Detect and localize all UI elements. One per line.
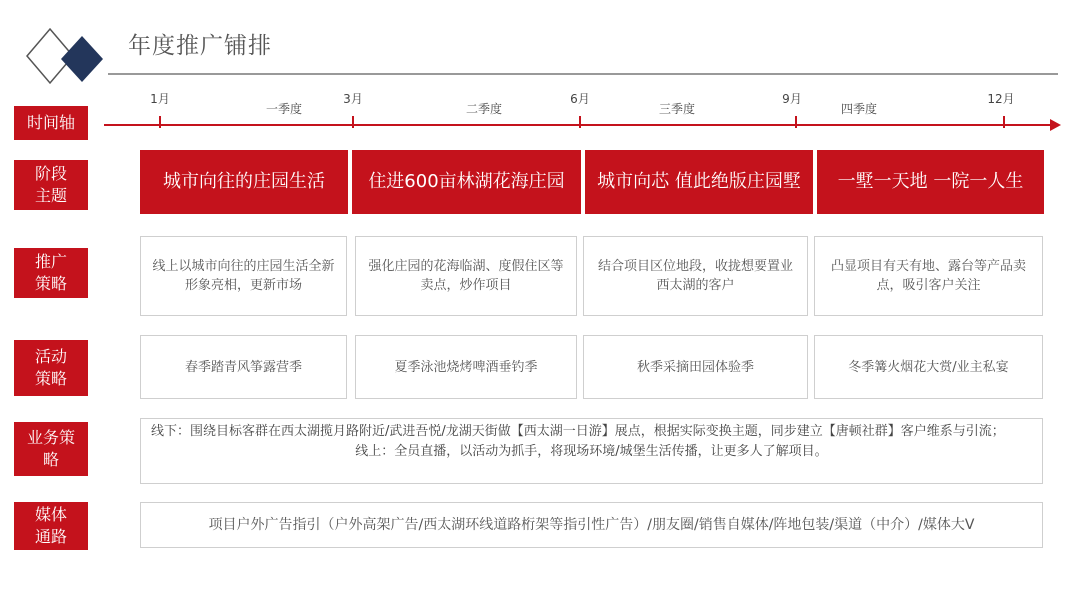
theme-q4: 一墅一天地 一院一人生: [817, 150, 1044, 214]
timeline-tick: [579, 116, 581, 128]
diamond-logo-icon: [24, 26, 106, 86]
month-label: 9月: [782, 92, 802, 106]
row-label-theme: 阶段 主题: [14, 160, 88, 210]
timeline-tick: [795, 116, 797, 128]
promotion-q1: 线上以城市向往的庄园生活全新形象亮相，更新市场: [140, 236, 347, 316]
activity-q1: 春季踏青风筝露营季: [140, 335, 347, 399]
quarter-label: 一季度: [265, 102, 303, 116]
month-label: 3月: [343, 92, 363, 106]
quarter-label: 四季度: [840, 102, 878, 116]
month-label: 6月: [570, 92, 590, 106]
theme-q1: 城市向往的庄园生活: [140, 150, 348, 214]
business-online-text: 线上：全员直播，以活动为抓手，将现场环境/城堡生活传播，让更多人了解项目。: [355, 444, 828, 459]
promotion-q2: 强化庄园的花海临湖、度假住区等卖点，炒作项目: [355, 236, 577, 316]
timeline-tick: [352, 116, 354, 128]
business-strategy-box: [140, 418, 1043, 484]
row-label-timeline: 时间轴: [14, 106, 88, 140]
timeline-tick: [159, 116, 161, 128]
row-label-business: 业务策 略: [14, 422, 88, 476]
timeline-arrow-icon: [1050, 119, 1061, 131]
promotion-q4: 凸显项目有天有地、露台等产品卖点，吸引客户关注: [814, 236, 1043, 316]
activity-q2: 夏季泳池烧烤啤酒垂钓季: [355, 335, 577, 399]
page-title: 年度推广铺排: [128, 33, 272, 59]
month-label: 1月: [150, 92, 170, 106]
month-label: 12月: [987, 92, 1015, 106]
timeline-axis: [104, 124, 1052, 126]
theme-q3: 城市向芯 值此绝版庄园墅: [585, 150, 813, 214]
row-label-media: 媒体 通路: [14, 502, 88, 550]
business-offline-text: 线下：围绕目标客群在西太湖揽月路附近/武进吾悦/龙湖天街做【西太湖一日游】展点，根据实际变换主题，同步建立【唐顿社群】客户维系与引流；: [151, 424, 1005, 439]
row-label-activity: 活动 策略: [14, 340, 88, 396]
activity-q4: 冬季篝火烟花大赏/业主私宴: [814, 335, 1043, 399]
promotion-q3: 结合项目区位地段，收拢想要置业西太湖的客户: [583, 236, 808, 316]
quarter-label: 二季度: [465, 102, 503, 116]
row-label-promotion: 推广 策略: [14, 248, 88, 298]
timeline-tick: [1003, 116, 1005, 128]
activity-q3: 秋季采摘田园体验季: [583, 335, 808, 399]
media-channels-box: 项目户外广告指引（户外高架广告/西太湖环线道路桁架等指引性广告）/朋友圈/销售自媒体/阵地包装/渠道（中介）/媒体大V: [140, 502, 1043, 548]
theme-q2: 住进600亩林湖花海庄园: [352, 150, 581, 214]
quarter-label: 三季度: [658, 102, 696, 116]
title-divider: [108, 73, 1058, 75]
